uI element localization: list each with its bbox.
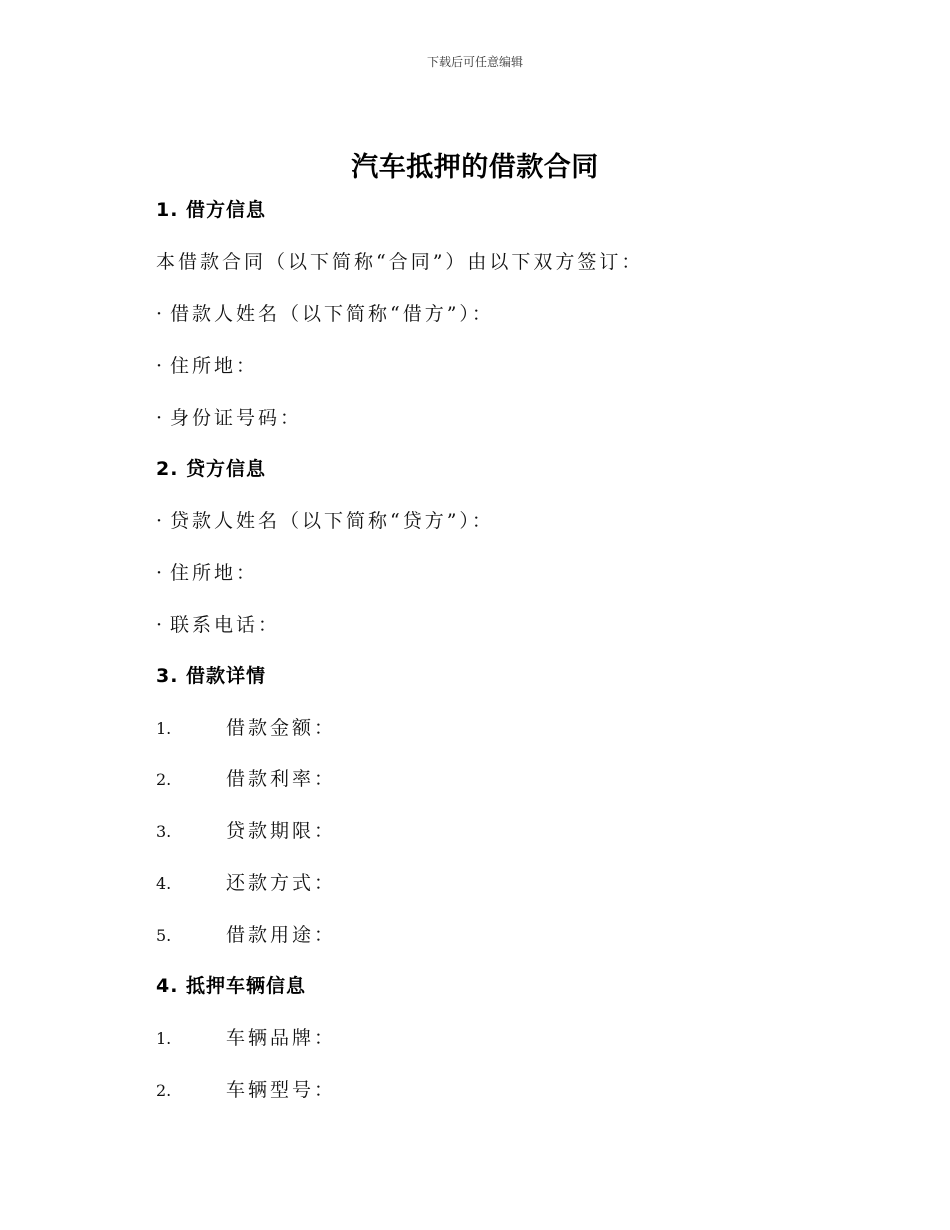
section-heading-loan-details: 3. 借款详情 [156,665,267,687]
list-item-borrower-id [156,404,302,432]
bullet-icon: · [156,510,163,532]
list-item-text: 借款金额： [226,717,337,739]
list-item-vehicle-brand [156,1024,336,1053]
list-item-repayment-method [156,869,336,898]
section-heading-borrower: 1. 借方信息 [156,199,267,221]
list-number: 4. [156,874,172,893]
list-item-text: 联系电话： [170,614,281,636]
bullet-icon: · [156,355,163,377]
list-number: 2. [156,1081,172,1100]
bullet-icon: · [156,407,163,429]
header-note: 下载后可任意编辑 [426,55,523,69]
list-number: 3. [156,822,172,841]
bullet-icon: · [156,614,163,636]
list-item-text: 还款方式： [226,872,337,894]
list-item-vehicle-model [156,1076,336,1105]
list-item-text: 借款用途： [226,924,337,946]
list-item-text: 车辆品牌： [226,1027,337,1049]
list-number: 1. [156,1029,172,1048]
list-item-lender-name [156,507,494,535]
list-item-borrower-name [156,300,494,328]
document-title: 汽车抵押的借款合同 [351,152,599,183]
list-item-lender-address [156,559,258,587]
list-item-lender-phone [156,611,280,639]
list-item-text: 借款人姓名（以下简称“借方”）： [170,303,494,325]
list-item-borrower-address [156,352,258,380]
list-item-text: 借款利率： [226,768,337,790]
list-item-text: 贷款期限： [226,820,337,842]
intro-paragraph: 本借款合同（以下简称“合同”）由以下双方签订： [156,251,644,273]
list-item-loan-amount [156,714,336,743]
list-item-text: 住所地： [170,562,259,584]
bullet-icon: · [156,562,163,584]
list-item-loan-purpose [156,921,336,950]
list-number: 5. [156,926,172,945]
list-item-text: 贷款人姓名（以下简称“贷方”）： [170,510,494,532]
list-item-text: 身份证号码： [170,407,303,429]
list-number: 1. [156,719,172,738]
list-item-text: 车辆型号： [226,1079,337,1101]
list-item-loan-term [156,817,336,846]
section-heading-lender: 2. 贷方信息 [156,458,267,480]
list-number: 2. [156,770,172,789]
bullet-icon: · [156,303,163,325]
list-item-text: 住所地： [170,355,259,377]
list-item-loan-rate [156,765,336,794]
section-heading-vehicle-info: 4. 抵押车辆信息 [156,975,307,997]
